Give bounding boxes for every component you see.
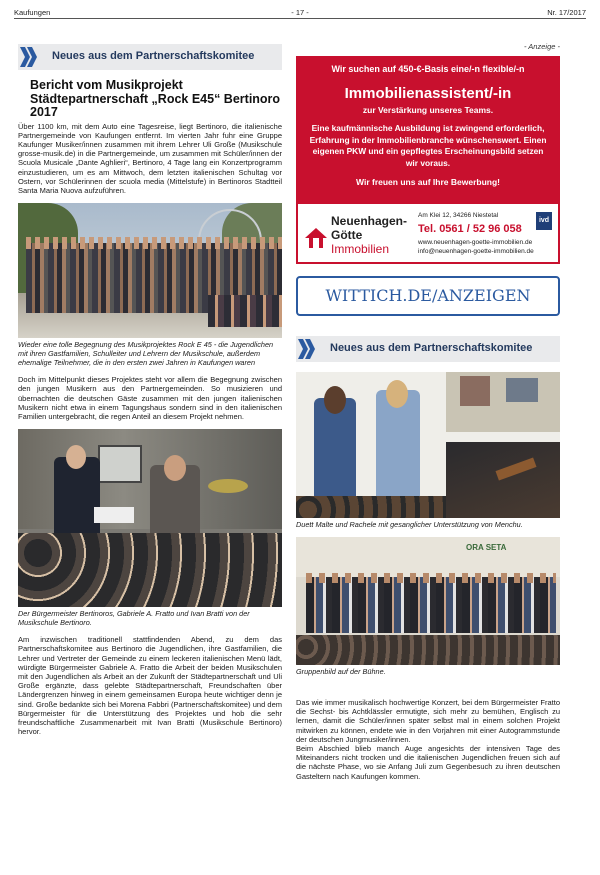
ad-body: Eine kaufmännische Ausbildung ist zwingend erforderlich, Erfahrung in der Immobilienbranche wünschenswert. Einen eigenen PKW und ein gepflegtes Erscheinungsbild setzen wir voraus. xyxy=(309,123,547,168)
caption-mayor-photo: Der Bürgermeister Bertinoros, Gabriele A. Fratto und Ivan Bratti von der Musikschule Bertinoro. xyxy=(18,609,250,628)
chevron-icon xyxy=(20,47,44,67)
article-para-4: Das wie immer musikalisch hochwertige Konzert, bei dem Bürgermeister Fratto die Sechst- bis Achtklässler ermutigte, sich mehr zu bemühen, Englisch zu lernen, damit die Schüler/innen später selbst mal in einem solchen Projekt mitwirken zu können, endete wie in den Vorjahren mit einer Autogrammstunde der deutschen Jungmusiker/innen. xyxy=(296,698,560,744)
company-name-3: Immobilien xyxy=(331,242,390,256)
company-phone: Tel. 0561 / 52 96 058 xyxy=(418,223,522,235)
company-name-1: Neuenhagen- xyxy=(331,214,408,228)
page-header xyxy=(14,4,586,18)
ivd-badge: ivd xyxy=(536,212,552,230)
article-para-3: Am inzwischen traditionell stattfindenden Abend, zu dem das Partnerschaftskomitee aus Bertinoro die Jugendlichen, ihre Gastfamilien, die Lehrer und Vertreter der Gemeinde zu einem leckeren italienischen Menü lädt, würdigte Bürgermeister Gabriele A. Fratto die Arbeit der beiden Musikschulen mit den Jugendlichen als Arbeit an der Zukunft der Städtepartnerschaft und Uli Große ergänzte, dass gelebte Städtepartnerschaft, Freundschaften über Ländergrenzen hinweg in einem gemeinsamen Europa heute wichtiger denn je sind. Große bedankte sich bei Morena Fabbri (Partnerschaftskomitee) und dem Bürgermeister für die Unterstützung des Projektes und hob die sehr freundschaftliche Zusammenarbeit mit Ivan Bratti (Musikschule Bertinoro) hervor. xyxy=(18,635,282,737)
ad-line-1: Wir suchen auf 450-€-Basis eine/-n flexible/-n xyxy=(331,64,525,74)
ad-contact-area xyxy=(298,204,558,262)
job-advertisement xyxy=(296,56,560,264)
header-town: Kaufungen xyxy=(14,8,51,17)
group-photo xyxy=(18,203,282,338)
right-column xyxy=(296,56,560,781)
section-band xyxy=(18,44,282,70)
section-band-2 xyxy=(296,336,560,362)
duet-photo xyxy=(296,372,560,518)
caption-group-photo: Wieder eine tolle Begegnung des Musikprojektes Rock E 45 - die Jugendlichen mit ihren Gastfamilien, Schulleiter und Lehrern der Musikschule, außerdem ehemalige Teilnehmer, die in den ersten zwei Jahren in Kaufungen waren xyxy=(18,340,274,368)
article-para-2: Doch im Mittelpunkt dieses Projektes steht vor allem die Begegnung zwischen den jungen Musikern aus den Partnergemeinden. So musizieren und übernachten die deutschen Gäste zusammen mit den jungen italienischen Musikern nicht etwa in einem Tagungshaus sondern sind in den italienischen Familien untergebracht, die regen Anteil an diesem Projekt nehmen. xyxy=(18,375,282,421)
company-web: www.neuenhagen-goette-immobilien.de xyxy=(418,239,533,246)
company-address: Am Klei 12, 34266 Niestetal xyxy=(418,212,499,219)
section-label-2: Neues aus dem Partnerschaftskomitee xyxy=(330,342,533,354)
left-column xyxy=(18,44,282,736)
caption-duet-photo: Duett Malte und Rachele mit gesanglicher Unterstützung von Menchu. xyxy=(296,520,523,529)
article-para-5: Beim Abschied blieb manch Auge angesichts der intensiven Tage des Miteinanders nicht trocken und die italienischen Jugendlichen freuen sich auf die nächste Phase, wo sie Anfang Juli zum Gegenbesuch zu ihren deutschen Gasteltern nach Kaufungen kommen. xyxy=(296,744,560,781)
chevron-icon xyxy=(298,339,322,359)
article-title: Bericht vom Musikprojekt Städtepartnerschaft „Rock E45“ Bertinoro 2017 xyxy=(30,78,281,119)
caption-stage-photo: Gruppenbild auf der Bühne. xyxy=(296,667,386,676)
anzeige-label: - Anzeige - xyxy=(524,42,560,51)
stage-group-photo xyxy=(296,537,560,665)
header-rule xyxy=(14,18,586,19)
ad-closing: Wir freuen uns auf Ihre Bewerbung! xyxy=(356,177,500,187)
wittich-banner: WITTICH.DE/ANZEIGEN xyxy=(296,276,560,316)
house-logo-icon xyxy=(304,226,328,250)
header-issue: Nr. 17/2017 xyxy=(547,8,586,17)
company-email: info@neuenhagen-goette-immobilien.de xyxy=(418,248,534,255)
header-page-number: - 17 - xyxy=(291,8,309,17)
ad-job-title: Immobilienassistent/-in xyxy=(344,85,512,102)
company-name-2: Götte xyxy=(331,228,363,242)
section-label: Neues aus dem Partnerschaftskomitee xyxy=(52,50,255,62)
mayor-photo xyxy=(18,429,282,607)
photo-sign: ORA SETA xyxy=(466,543,507,552)
ad-line-3: zur Verstärkung unseres Teams. xyxy=(362,105,494,115)
article-para-1: Über 1100 km, mit dem Auto eine Tagesreise, liegt Bertinoro, die italienische Partnergemeinde von Kaufungen entfernt. Im vierten Jahr fuhr eine Gruppe Kaufunger Musiker/innen zusammen mit ihrem Lehrer Uli Große (Musikschule grosse-musik.de) in die Partnergemeinde, um zusammen mit Schüler/innen der Scuola Musicale „Dante Aghlieri“, Bertinoro, 4 Tage lang ein Konzertprogramm einzustudieren, um es am Mittwoch, dem letzten italienischen Schultag vor Ostern, vor Schülerinnen der scuola media (Mittelstufe) in Bertinoros Stadtteil Santa Maria Nuova aufzuführen. xyxy=(18,121,282,195)
